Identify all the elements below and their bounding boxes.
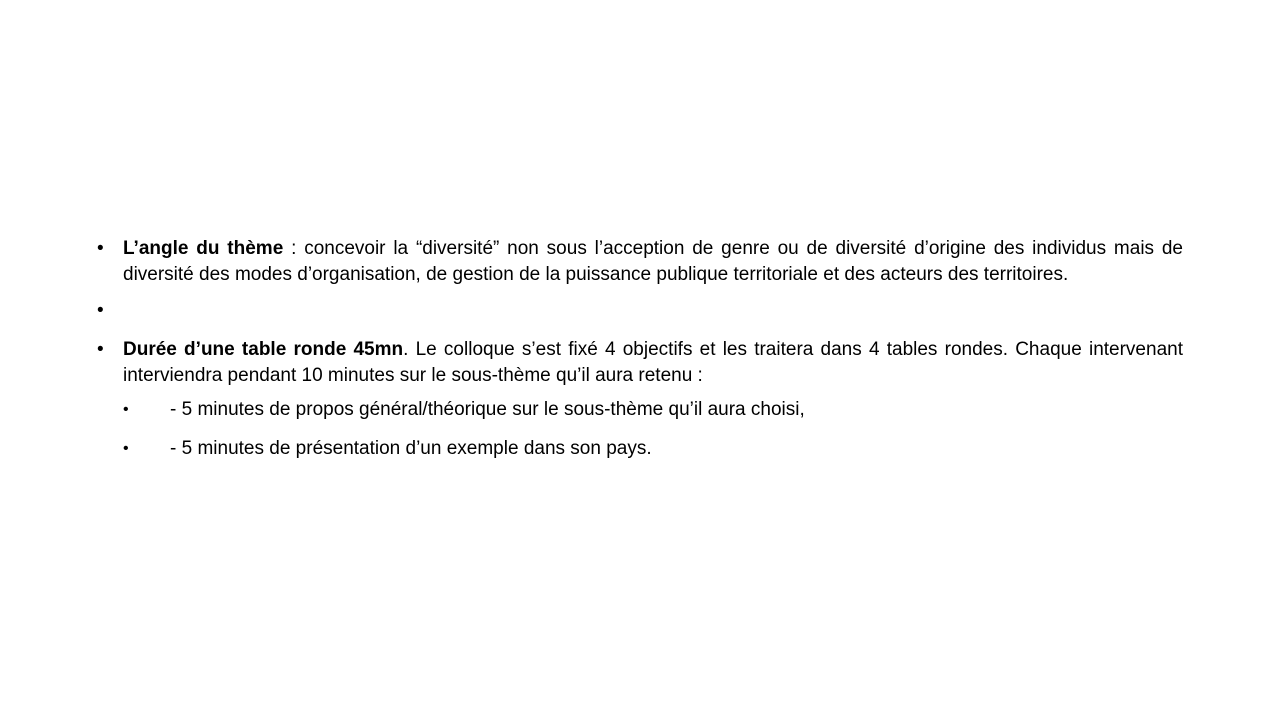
sub-bullet-presentation-exemple <box>123 436 1183 462</box>
bullet-dot: • <box>97 339 104 360</box>
bullet-angle-du-theme <box>97 236 1183 288</box>
bullet-text: . Le colloque s’est fixé 4 objectifs et les traitera dans 4 tables rondes. Chaque intervenant interviendra pendant 10 minutes sur le sous-thème qu’il aura retenu : <box>123 339 1183 386</box>
sub-bullet-dot: • <box>123 401 129 418</box>
slide-body <box>97 236 1183 462</box>
sub-bullet-propos-general <box>123 397 1183 423</box>
bullet-text: : concevoir la “diversité” non sous l’acception de genre ou de diversité d’origine des individus mais de diversité des modes d’organisation, de gestion de la puissance publique territoriale et des acteurs des territoires. <box>123 238 1183 285</box>
bullet-dot: • <box>97 238 104 259</box>
bullet-duree-table-ronde <box>97 337 1183 389</box>
bullet-heading: L’angle du thème <box>123 238 284 259</box>
bullet-heading: Durée d’une table ronde 45mn <box>123 339 404 360</box>
bullet-dot: • <box>97 300 104 321</box>
sub-bullet-text: - 5 minutes de propos général/théorique sur le sous-thème qu’il aura choisi, <box>170 399 805 420</box>
bullet-empty <box>97 298 1183 324</box>
sub-bullet-text: - 5 minutes de présentation d’un exemple dans son pays. <box>170 438 652 459</box>
sub-bullet-dot: • <box>123 440 129 457</box>
